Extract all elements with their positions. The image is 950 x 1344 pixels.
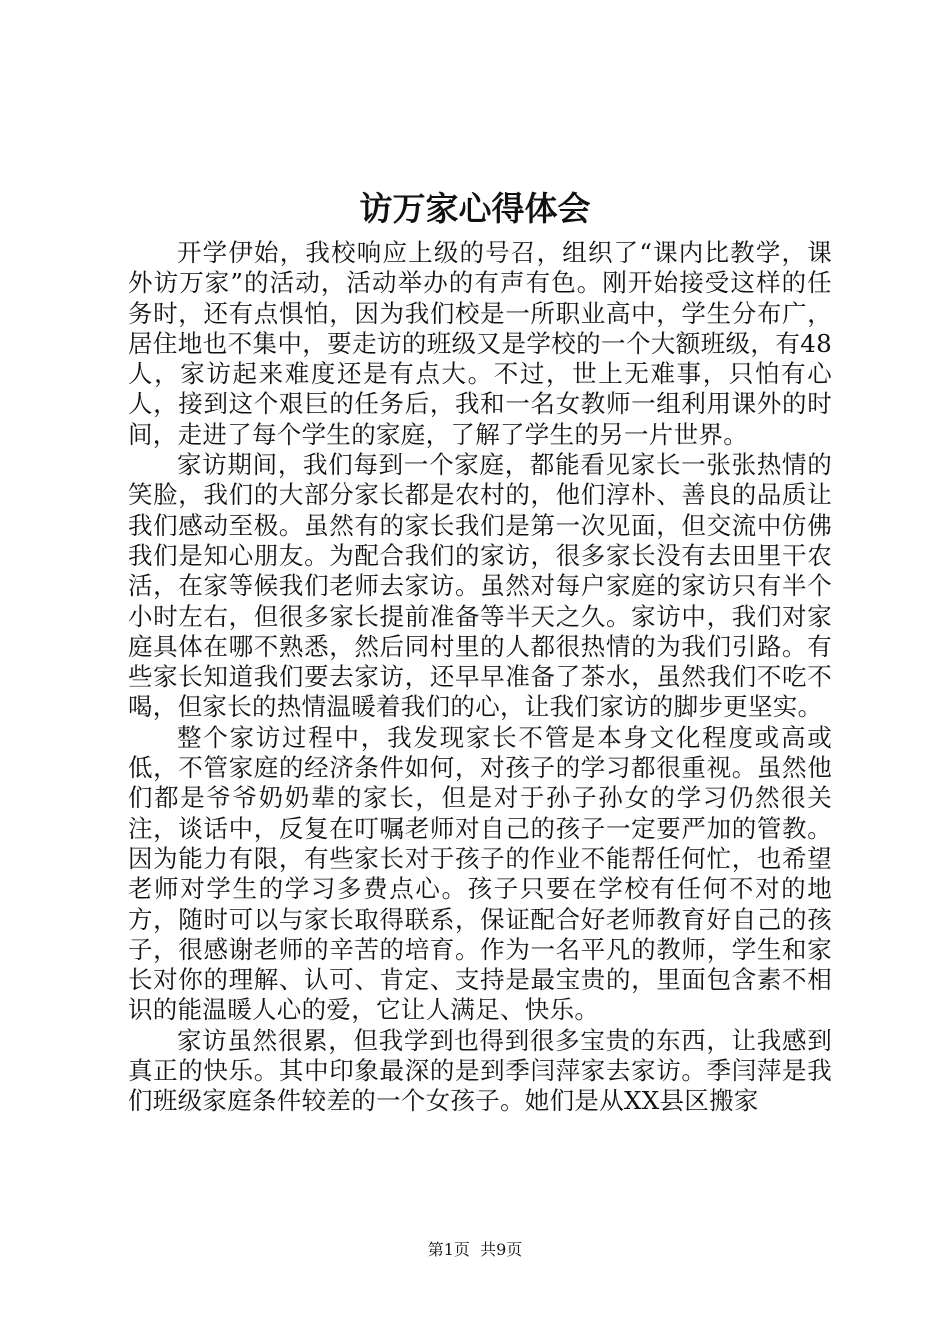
page-number-total: 共9页 [480,1240,523,1259]
page-footer [0,1240,950,1260]
document-body [128,238,832,1117]
paragraph-2: 家访期间，我们每到一个家庭，都能看见家长一张张热情的笑脸，我们的大部分家长都是农村的，他们淳朴、善良的品质让我们感动至极。虽然有的家长我们是第一次见面，但交流中仿佛我们是知心朋友。为配合我们的家访，很多家长没有去田里干农活，在家等候我们老师去家访。虽然对每户家庭的家访只有半个小时左右，但很多家长提前准备等半天之久。家访中，我们对家庭具体在哪不熟悉，然后同村里的人都很热情的为我们引路。有些家长知道我们要去家访，还早早准备了茶水，虽然我们不吃不喝，但家长的热情温暖着我们的心，让我们家访的脚步更坚实。 [128,450,832,722]
footer-separator [470,1240,480,1259]
paragraph-3: 整个家访过程中，我发现家长不管是本身文化程度或高或低，不管家庭的经济条件如何，对孩子的学习都很重视。虽然他们都是爷爷奶奶辈的家长，但是对于孙子孙女的学习仍然很关注，谈话中，反复在叮嘱老师对自己的孩子一定要严加的管教。因为能力有限，有些家长对于孩子的作业不能帮任何忙，也希望老师对学生的学习多费点心。孩子只要在学校有任何不对的地方，随时可以与家长取得联系，保证配合好老师教育好自己的孩子，很感谢老师的辛苦的培育。作为一名平凡的教师，学生和家长对你的理解、认可、肯定、支持是最宝贵的，里面包含素不相识的能温暖人心的爱，它让人满足、快乐。 [128,722,832,1025]
paragraph-1: 开学伊始，我校响应上级的号召，组织了“课内比教学，课外访万家”的活动，活动举办的有声有色。刚开始接受这样的任务时，还有点惧怕，因为我们校是一所职业高中，学生分布广，居住地也不集中，要走访的班级又是学校的一个大额班级，有48人，家访起来难度还是有点大。不过，世上无难事，只怕有心人，接到这个艰巨的任务后，我和一名女教师一组利用课外的时间，走进了每个学生的家庭，了解了学生的另一片世界。 [128,238,832,449]
document-title: 访万家心得体会 [359,189,591,228]
page-number-current: 第1页 [427,1240,470,1259]
paragraph-4: 家访虽然很累，但我学到也得到很多宝贵的东西，让我感到真正的快乐。其中印象最深的是到季闫萍家去家访。季闫萍是我们班级家庭条件较差的一个女孩子。她们是从XX县区搬家 [128,1025,832,1116]
